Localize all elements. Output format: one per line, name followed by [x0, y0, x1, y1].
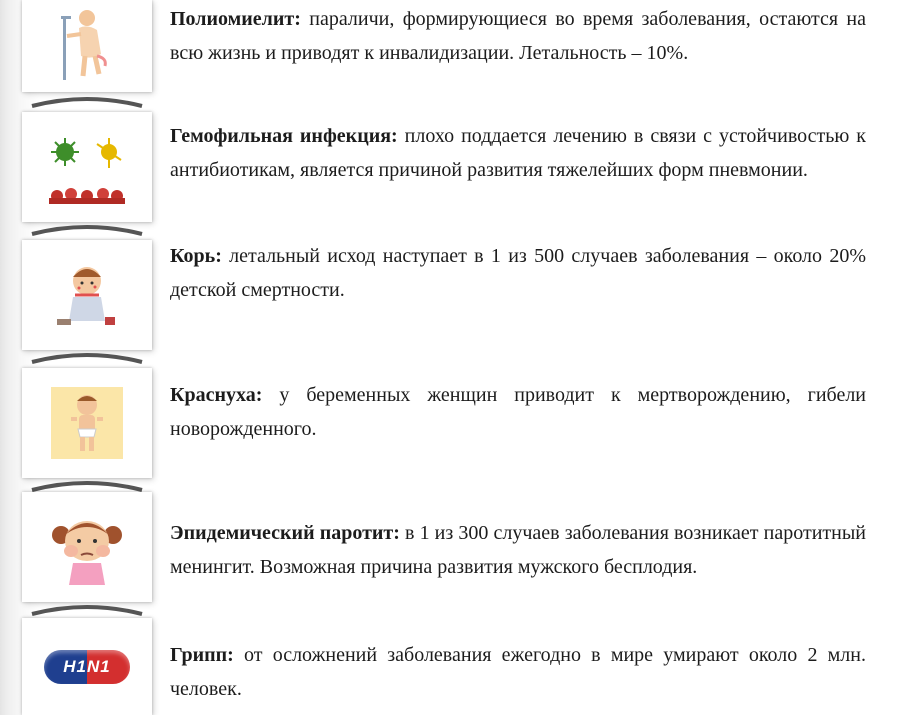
card-flu: [22, 618, 152, 715]
item-polio: [170, 2, 866, 70]
item-rubella: [170, 378, 866, 446]
baby-icon: [51, 387, 123, 459]
desc-rubella: у беременных женщин приводит к мертворождению, гибели новорожденного.: [170, 384, 866, 440]
desc-polio: параличи, формирующиеся во время заболевания, остаются на всю жизнь и приводят к инвалидизации. Летальность – 10%.: [170, 8, 866, 64]
sick-child-icon: [47, 255, 127, 335]
card-hib: [22, 112, 152, 222]
item-measles: [170, 239, 866, 307]
desc-hib: плохо поддается лечению в связи с устойчивостью к антибиотикам, является причиной развития тяжелейших форм пневмонии.: [170, 125, 866, 181]
ring-binder-2: [22, 222, 152, 238]
term-flu: Грипп:: [170, 644, 234, 666]
swollen-cheeks-girl-icon: [45, 505, 129, 589]
term-hib: Гемофильная инфекция:: [170, 125, 398, 147]
ring-binder-5: [22, 602, 152, 618]
desc-measles: летальный исход наступает в 1 из 500 случаев заболевания – около 20% детской смертности.: [170, 245, 866, 301]
card-polio: [22, 0, 152, 92]
ring-binder-3: [22, 350, 152, 366]
term-mumps: Эпидемический паротит:: [170, 522, 400, 544]
desc-flu: от осложнений заболевания ежегодно в мире умирают около 2 млн. человек.: [170, 644, 866, 700]
item-mumps: [170, 516, 866, 584]
card-measles: [22, 240, 152, 350]
desc-mumps: в 1 из 300 случаев заболевания возникает паротитный менингит. Возможная причина развития мужского бесплодия.: [170, 522, 866, 578]
h1n1-pill-icon: [44, 650, 130, 684]
ring-binder-1: [22, 94, 152, 110]
item-hib: [170, 119, 866, 187]
h1n1-label: H1N1: [63, 656, 111, 676]
term-measles: Корь:: [170, 245, 222, 267]
term-polio: Полиомиелит:: [170, 8, 301, 30]
bacteria-icon: [37, 122, 137, 212]
card-mumps: [22, 492, 152, 602]
polio-child-crutch-icon: [57, 6, 117, 86]
item-flu: [170, 638, 866, 706]
card-rubella: [22, 368, 152, 478]
term-rubella: Краснуха:: [170, 384, 263, 406]
